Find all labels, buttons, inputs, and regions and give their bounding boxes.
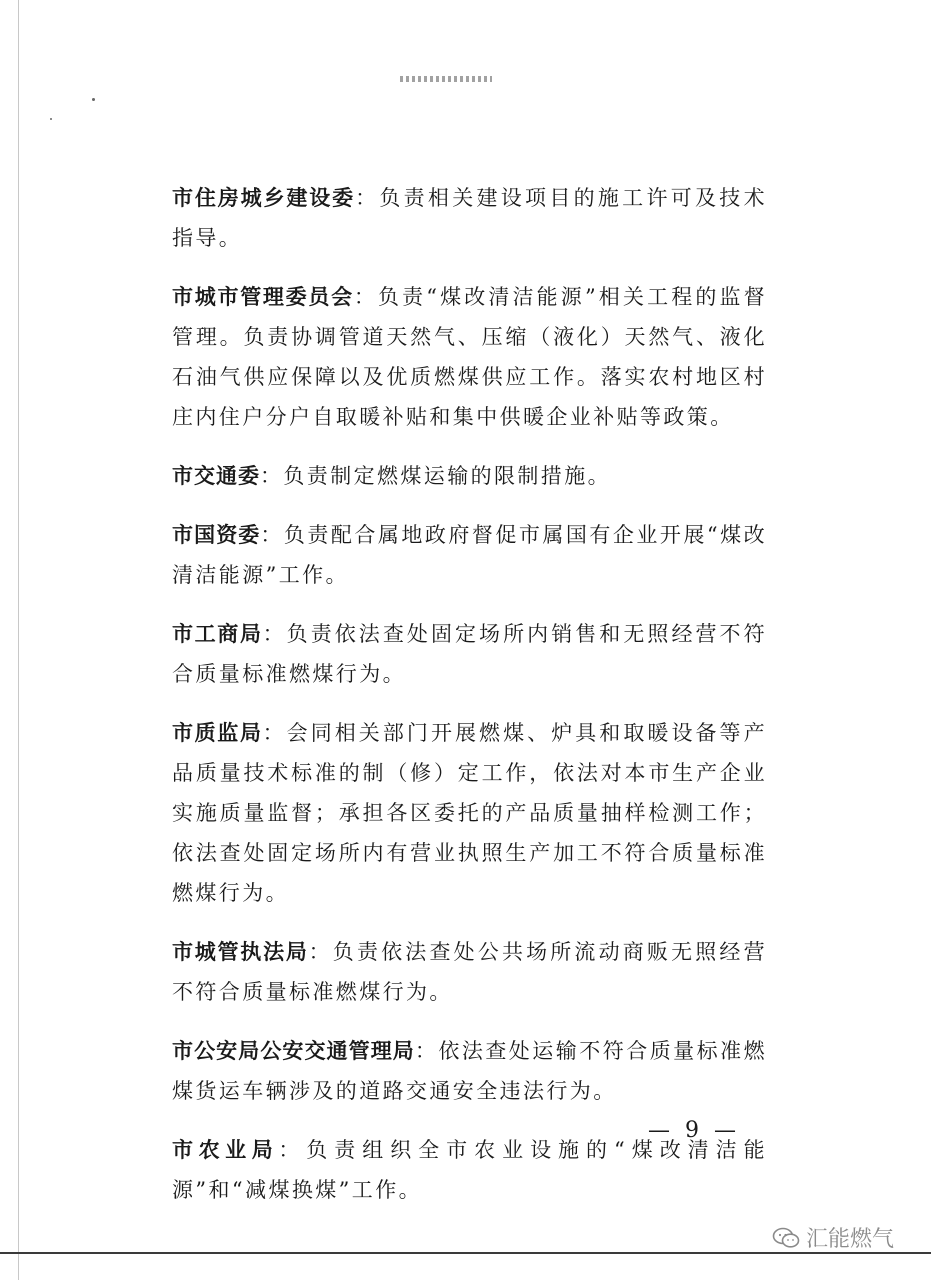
page-number: — 9 — xyxy=(648,1118,740,1143)
agency-label: 市质监局 xyxy=(172,721,263,745)
agency-label: 市住房城乡建设委 xyxy=(172,186,356,210)
watermark xyxy=(772,1222,894,1253)
document-body xyxy=(172,178,767,1229)
paragraph-text: ：负责组织全市农业设施的“煤改清洁能源”和“减煤换煤”工作。 xyxy=(172,1138,768,1202)
paragraph-commerce xyxy=(172,614,767,694)
paragraph-urban-management xyxy=(172,277,767,437)
scan-speck xyxy=(92,98,95,101)
wechat-icon xyxy=(772,1227,800,1249)
header-smudge xyxy=(400,76,492,82)
paragraph-text: ：依法查处运输不符合质量标准燃煤货运车辆涉及的道路交通安全违法行为。 xyxy=(172,1039,768,1103)
paragraph-text: ：负责依法查处固定场所内销售和无照经营不符合质量标准燃煤行为。 xyxy=(172,622,768,686)
paragraph-text: ：负责制定燃煤运输的限制措施。 xyxy=(260,464,611,488)
scan-edge-left xyxy=(18,0,19,1280)
agency-label: 市国资委 xyxy=(172,523,261,547)
paragraph-housing xyxy=(172,178,767,258)
agency-label: 市城管执法局 xyxy=(172,940,309,964)
agency-label: 市城市管理委员会 xyxy=(172,285,354,309)
paragraph-city-enforcement xyxy=(172,932,767,1012)
scan-speck xyxy=(50,118,52,120)
agency-label: 市农业局 xyxy=(172,1138,279,1162)
watermark-text: 汇能燃气 xyxy=(806,1227,895,1252)
paragraph-text: ：负责配合属地政府督促市属国有企业开展“煤改清洁能源”工作。 xyxy=(172,523,768,587)
paragraph-text: ：会同相关部门开展燃煤、炉具和取暖设备等产品质量技术标准的制（修）定工作，依法对本市生产企业实施质量监督；承担各区委托的产品质量抽样检测工作；依法查处固定场所内有营业执照生产加工不符合质量标准燃煤行为。 xyxy=(172,721,768,905)
paragraph-quality xyxy=(172,713,767,913)
paragraph-sasac xyxy=(172,515,767,595)
paragraph-text: ：负责依法查处公共场所流动商贩无照经营不符合质量标准燃煤行为。 xyxy=(172,940,768,1004)
agency-label: 市工商局 xyxy=(172,622,263,646)
paragraph-text: ：负责相关建设项目的施工许可及技术指导。 xyxy=(172,186,767,250)
paragraph-traffic-police xyxy=(172,1031,767,1111)
paragraph-transport xyxy=(172,456,767,496)
agency-label: 市公安局公安交通管理局 xyxy=(172,1039,415,1063)
agency-label: 市交通委 xyxy=(172,464,260,488)
paragraph-text: ：负责“煤改清洁能源”相关工程的监督管理。负责协调管道天然气、压缩（液化）天然气、液化石油气供应保障以及优质燃煤供应工作。落实农村地区村庄内住户分户自取暖补贴和集中供暖企业补贴等政策。 xyxy=(172,285,768,429)
